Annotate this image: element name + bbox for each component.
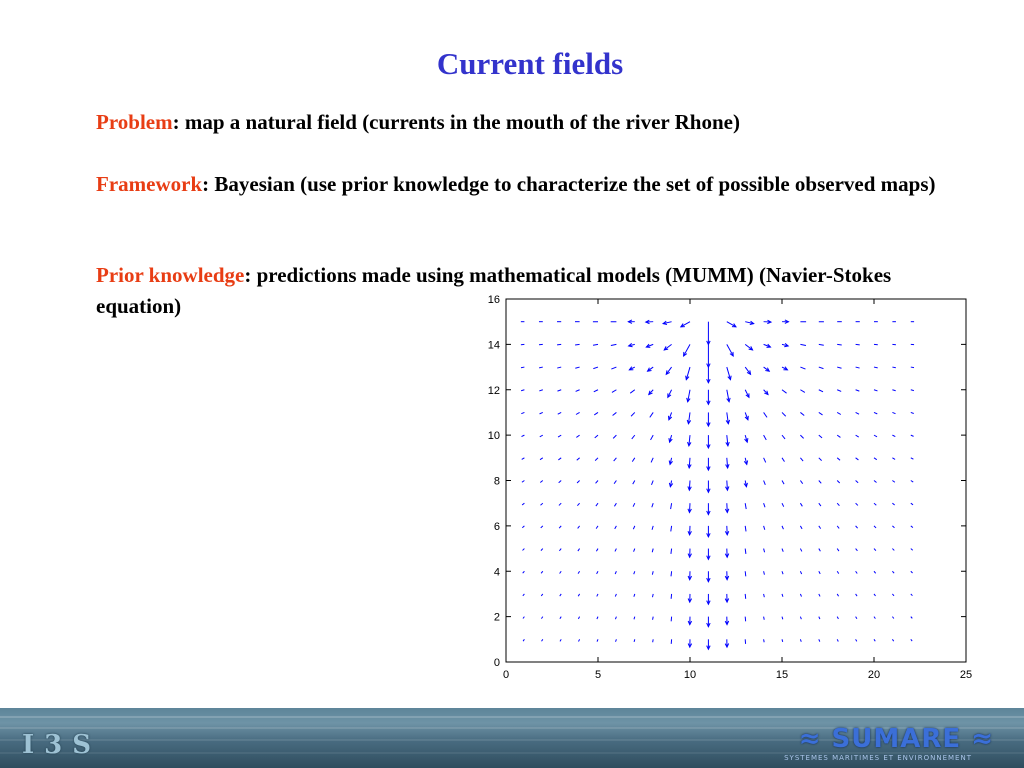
current-vector — [874, 367, 878, 368]
current-vector — [874, 435, 877, 437]
current-vector — [632, 435, 635, 439]
sumare-logo: ≈ SUMARE ≈ — [798, 724, 994, 754]
current-vector — [782, 503, 784, 506]
current-vector — [559, 481, 562, 483]
current-vector — [578, 617, 579, 619]
current-vector — [559, 526, 561, 528]
current-vector — [614, 481, 616, 484]
current-vector — [593, 344, 598, 345]
current-vector — [764, 639, 765, 642]
current-vector — [557, 390, 561, 391]
prior-knowledge-label: Prior knowledge — [96, 263, 245, 287]
current-vector — [652, 571, 653, 574]
current-vector — [652, 549, 653, 553]
current-vector — [634, 549, 635, 552]
x-tick-label: 0 — [502, 669, 510, 681]
current-vector — [539, 390, 542, 391]
current-vector — [611, 367, 616, 369]
current-vector — [652, 503, 653, 507]
current-vector — [782, 390, 787, 393]
current-vector — [578, 594, 579, 596]
current-vector — [596, 526, 598, 529]
current-vector — [671, 526, 672, 532]
current-vector — [671, 503, 672, 509]
current-vector — [558, 412, 561, 414]
current-vector — [560, 594, 561, 596]
current-vector — [837, 549, 839, 551]
current-vector — [634, 617, 635, 620]
current-vector — [819, 458, 822, 461]
current-vector — [671, 549, 672, 554]
current-vector — [522, 435, 525, 436]
slide-title: Current fields — [436, 46, 624, 81]
current-vector — [911, 435, 914, 436]
current-vector — [819, 526, 821, 529]
current-vector — [522, 458, 525, 460]
current-vector — [613, 435, 616, 438]
current-vector — [614, 458, 617, 461]
current-vector — [819, 594, 820, 597]
current-vector — [575, 367, 579, 368]
current-vector — [911, 458, 914, 459]
current-vector — [615, 549, 616, 552]
current-vector — [856, 367, 860, 368]
current-vector — [650, 412, 653, 417]
current-vector — [577, 458, 580, 460]
current-vector — [837, 367, 841, 368]
current-vector — [800, 526, 802, 529]
current-vector — [764, 571, 765, 574]
current-vector — [764, 435, 767, 440]
current-vector — [523, 571, 525, 573]
current-vector — [764, 594, 765, 597]
current-vector — [837, 526, 839, 529]
current-vector — [819, 367, 824, 369]
current-vector — [800, 481, 802, 484]
current-vector — [856, 344, 860, 345]
current-field-quiver-chart — [470, 290, 980, 690]
current-vector — [837, 481, 840, 484]
current-vector — [631, 412, 635, 416]
current-vector — [523, 549, 525, 551]
current-vector — [800, 344, 806, 345]
current-vector — [576, 412, 580, 414]
current-vector — [874, 412, 877, 413]
current-vector — [634, 594, 635, 597]
current-vector — [522, 503, 524, 505]
current-vector — [837, 390, 841, 392]
current-vector — [540, 435, 543, 437]
current-vector — [892, 390, 895, 391]
current-vector — [540, 412, 543, 413]
current-vector — [800, 571, 801, 574]
current-vector — [615, 526, 617, 529]
current-vector — [597, 617, 598, 619]
sumare-logo-subtitle: SYSTEMES MARITIMES ET ENVIRONNEMENT — [784, 754, 972, 762]
current-vector — [819, 412, 823, 414]
current-vector — [874, 526, 876, 528]
current-vector — [560, 617, 561, 619]
current-vector — [856, 594, 857, 596]
current-vector — [541, 594, 543, 596]
current-vector — [615, 571, 616, 574]
current-vector — [819, 481, 821, 484]
current-vector — [874, 639, 875, 641]
current-vector — [560, 639, 561, 641]
current-vector — [542, 639, 543, 641]
current-vector — [614, 503, 616, 506]
current-vector — [911, 549, 913, 551]
current-vector — [651, 458, 653, 463]
current-vector — [596, 481, 598, 484]
current-vector — [819, 344, 824, 345]
current-vector — [521, 412, 524, 413]
current-vector — [892, 526, 894, 528]
current-vector — [892, 503, 894, 505]
current-vector — [819, 617, 820, 619]
current-vector — [633, 526, 634, 529]
current-vector — [892, 617, 893, 619]
current-vector — [597, 571, 598, 574]
current-vector — [653, 639, 654, 642]
current-vector — [837, 639, 838, 641]
x-tick-label: 10 — [683, 669, 697, 681]
current-vector — [633, 481, 635, 485]
current-vector — [745, 526, 746, 532]
current-vector — [596, 503, 598, 506]
current-vector — [615, 617, 616, 620]
current-vector — [652, 526, 653, 530]
current-vector — [597, 594, 598, 597]
current-vector — [800, 412, 804, 415]
current-vector — [911, 503, 913, 505]
current-vector — [539, 367, 543, 368]
current-vector — [911, 390, 914, 391]
current-vector — [523, 594, 525, 596]
current-vector — [615, 594, 616, 597]
i3s-logo: I3S — [22, 730, 102, 760]
current-vector — [892, 458, 895, 460]
current-vector — [595, 458, 598, 461]
current-vector — [745, 571, 746, 576]
current-vector — [837, 594, 838, 596]
current-vector — [541, 503, 543, 505]
current-vector — [651, 435, 654, 440]
current-vector — [782, 481, 784, 485]
footer-banner — [0, 708, 1024, 768]
framework-text: : Bayesian (use prior knowledge to characterize the set of possible observed maps) — [202, 172, 936, 196]
current-vector — [557, 344, 561, 345]
y-tick-label: 8 — [493, 475, 500, 488]
current-vector — [764, 481, 766, 485]
current-vector — [522, 481, 524, 483]
current-vector — [541, 617, 542, 619]
current-vector — [782, 549, 783, 552]
current-vector — [800, 503, 802, 506]
current-vector — [653, 617, 654, 620]
current-vector — [837, 503, 839, 506]
current-vector — [521, 367, 524, 368]
current-vector — [597, 639, 598, 641]
current-vector — [800, 458, 803, 461]
framework-label: Framework — [96, 172, 203, 196]
current-vector — [800, 549, 801, 552]
current-vector — [613, 412, 617, 415]
current-vector — [856, 526, 858, 528]
y-tick-label: 10 — [487, 430, 500, 443]
current-vector — [837, 344, 842, 345]
current-vector — [745, 503, 746, 509]
current-vector — [540, 458, 543, 460]
problem-label: Problem — [96, 110, 173, 134]
current-vector — [892, 594, 894, 596]
current-vector — [577, 503, 579, 506]
current-vector — [782, 458, 784, 462]
x-tick-label: 20 — [867, 669, 881, 681]
y-tick-label: 14 — [487, 339, 500, 352]
current-vector — [560, 571, 562, 573]
current-vector — [837, 617, 838, 619]
current-vector — [764, 526, 765, 530]
current-vector — [541, 526, 543, 528]
current-vector — [764, 412, 767, 417]
current-vector — [911, 639, 912, 641]
problem-paragraph — [96, 107, 966, 138]
current-vector — [800, 594, 801, 597]
current-vector — [612, 390, 616, 393]
current-vector — [892, 481, 894, 483]
current-vector — [633, 503, 635, 506]
current-vector — [595, 435, 598, 438]
current-vector — [557, 367, 561, 368]
current-vector — [911, 481, 913, 483]
current-vector — [911, 367, 914, 368]
current-vector — [819, 390, 823, 392]
current-vector — [874, 481, 877, 483]
y-tick-label: 2 — [493, 611, 500, 624]
current-vector — [911, 412, 914, 413]
framework-paragraph — [96, 169, 966, 200]
current-vector — [578, 526, 580, 529]
current-vector — [874, 390, 877, 391]
current-vector — [559, 549, 561, 551]
plot-frame — [506, 299, 966, 662]
current-vector — [745, 549, 746, 554]
x-tick-label: 5 — [594, 669, 602, 681]
current-vector — [594, 412, 598, 414]
current-vector — [782, 412, 786, 416]
current-vector — [819, 549, 821, 552]
current-vector — [800, 367, 805, 369]
current-vector — [578, 549, 580, 551]
current-vector — [837, 412, 841, 414]
current-vector — [594, 390, 598, 392]
current-vector — [819, 571, 820, 574]
current-vector — [540, 481, 543, 483]
current-vector — [577, 481, 580, 484]
current-vector — [892, 367, 895, 368]
current-vector — [819, 639, 820, 641]
current-vector — [630, 390, 635, 393]
current-vector — [837, 458, 840, 460]
current-vector — [856, 435, 859, 437]
current-vector — [575, 344, 580, 345]
current-vector — [874, 594, 876, 596]
current-vector — [593, 367, 598, 369]
current-vector — [892, 435, 895, 436]
current-vector — [800, 435, 803, 438]
y-tick-label: 4 — [493, 566, 500, 579]
current-vector — [764, 458, 766, 463]
current-vector — [800, 639, 801, 641]
current-vector — [523, 639, 524, 641]
current-vector — [892, 639, 893, 641]
current-vector — [576, 390, 580, 392]
current-vector — [856, 549, 858, 551]
current-vector — [558, 458, 561, 460]
y-tick-label: 16 — [487, 294, 500, 306]
current-vector — [522, 526, 524, 528]
current-vector — [874, 617, 875, 619]
current-vector — [541, 549, 543, 551]
current-vector — [892, 549, 894, 551]
current-vector — [634, 571, 635, 574]
current-vector — [819, 503, 821, 506]
problem-text: : map a natural field (currents in the mouth of the river Rhone) — [172, 110, 740, 134]
current-vector — [652, 594, 653, 597]
current-vector — [782, 526, 783, 529]
current-vector — [856, 617, 857, 619]
current-vector — [523, 617, 524, 619]
current-vector — [782, 617, 783, 620]
current-vector — [874, 571, 876, 573]
current-vector — [764, 549, 765, 553]
current-vector — [856, 571, 858, 573]
current-vector — [764, 503, 765, 507]
current-vector — [856, 481, 859, 483]
current-vector — [911, 617, 912, 619]
current-vector — [559, 503, 561, 505]
current-vector — [764, 617, 765, 620]
current-vector — [782, 594, 783, 597]
current-vector — [578, 571, 580, 573]
current-vector — [782, 571, 783, 574]
current-vector — [671, 571, 672, 576]
current-vector — [782, 435, 785, 439]
current-vector — [892, 571, 894, 573]
current-vector — [856, 503, 858, 505]
current-vector — [874, 503, 876, 505]
current-vector — [874, 458, 877, 460]
current-vector — [576, 435, 579, 437]
prior-knowledge-text: : predictions made using mathematical models (MUMM) (Navier-Stokes equation) — [96, 263, 892, 318]
current-vector — [632, 458, 634, 462]
current-vector — [856, 412, 859, 414]
current-vector — [782, 639, 783, 642]
current-vector — [521, 390, 524, 391]
current-vector — [837, 571, 839, 573]
current-vector — [541, 571, 543, 573]
current-vector — [800, 390, 804, 393]
current-vector — [911, 594, 913, 596]
x-tick-label: 25 — [959, 669, 973, 681]
current-vector — [837, 435, 840, 437]
current-vector — [651, 481, 653, 485]
x-tick-label: 15 — [775, 669, 789, 681]
current-vector — [856, 390, 860, 391]
current-vector — [874, 549, 876, 551]
current-vector — [634, 639, 635, 642]
current-vector — [616, 639, 617, 641]
current-vector — [558, 435, 561, 437]
current-vector — [819, 435, 822, 438]
y-tick-label: 12 — [487, 384, 500, 397]
y-tick-label: 6 — [493, 520, 500, 533]
current-vector — [578, 639, 579, 641]
current-vector — [892, 412, 895, 413]
current-vector — [856, 458, 859, 460]
current-vector — [596, 549, 598, 552]
current-vector — [611, 344, 617, 345]
y-tick-label: 0 — [493, 657, 500, 669]
current-vector — [800, 617, 801, 620]
current-vector — [911, 526, 913, 528]
current-vector — [856, 639, 857, 641]
current-vector — [911, 571, 913, 573]
